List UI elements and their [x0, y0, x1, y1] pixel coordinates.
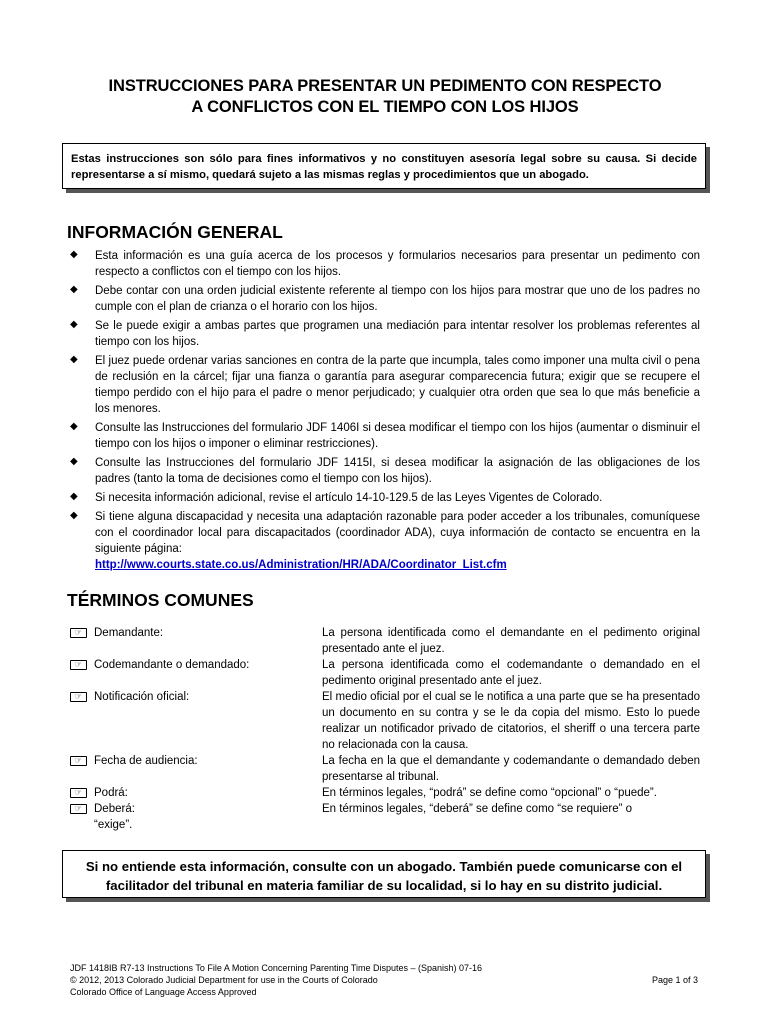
list-item: ◆ Se le puede exigir a ambas partes que programen una mediación para intentar resolver los problemas referentes al tiempo con los hijos. — [70, 319, 700, 348]
bullet-icon: ◆ — [70, 319, 78, 330]
bullet-icon: ◆ — [70, 249, 78, 260]
bullet-icon: ◆ — [70, 491, 78, 502]
term-definition: La fecha en la que el demandante y codemandante o demandado deben presentarse al tribunal. — [322, 755, 700, 783]
pointing-hand-icon: ☞ — [70, 692, 87, 702]
lawyer-notice-box: Si no entiende esta información, consulte con un abogado. También puede comunicarse con el facilitador del tribunal en materia familiar de su localidad, si lo hay en su distrito judicial. — [62, 850, 706, 898]
term-label: Notificación oficial: — [94, 691, 190, 703]
term-label-continued: “exige”. — [94, 819, 133, 831]
footer-form-id: JDF 1418IB R7-13 Instructions To File A Motion Concerning Parenting Time Disputes – (Spanish) 07-16 — [70, 963, 483, 973]
term-definition: En términos legales, “podrá” se define como “opcional” o “puede”. — [322, 787, 657, 799]
bullet-icon: ◆ — [70, 284, 78, 295]
general-info-list — [67, 248, 700, 576]
term-label: Podrá: — [94, 787, 128, 799]
document-title — [60, 76, 710, 118]
page-footer — [70, 962, 698, 998]
list-item: ◆ Esta información es una guía acerca de los procesos y formularios necesarios para presentar un pedimento con respecto a conflictos con el tiempo con los hijos. — [70, 249, 700, 278]
terms-table — [70, 625, 700, 833]
term-row — [70, 753, 700, 785]
term-definition: En términos legales, “deberá” se define como “se requiere” o — [322, 803, 633, 815]
list-item: ◆ Consulte las Instrucciones del formulario JDF 1415I, si desea modificar la asignación de las obligaciones de los padres (tanto la toma de decisiones como el tiempo con los hijos). — [70, 456, 700, 485]
bullet-icon: ◆ — [70, 510, 78, 521]
list-item: ◆ Debe contar con una orden judicial existente referente al tiempo con los hijos para mostrar que uno de los padres no cumple con el plan de crianza o el horario con los hijos. — [70, 284, 700, 313]
pointing-hand-icon: ☞ — [70, 756, 87, 766]
disclaimer-box: Estas instrucciones son sólo para fines informativos y no constituyen asesoría legal sobre su causa. Si decide representarse a sí mismo, quedará sujeto a las mismas reglas y procedimientos que un abogado. — [62, 143, 706, 189]
list-item: ◆ El juez puede ordenar varias sanciones en contra de la parte que incumpla, tales como imponer una multa civil o pena de reclusión en la cárcel; fijar una fianza o garantía para asegurar comparecencia futura; exigir que se recupere el tiempo perdido con el hijo para el padre o menor perjudicado; y cualquier otra orden que sea lo que más beneficie a los menores. — [70, 354, 700, 415]
footer-approval: Colorado Office of Language Access Approved — [70, 987, 257, 997]
term-label: Fecha de audiencia: — [94, 755, 198, 767]
list-item: ◆ Si necesita información adicional, revise el artículo 14-10-129.5 de las Leyes Vigentes de Colorado. — [70, 491, 603, 504]
term-label: Codemandante o demandado: — [94, 659, 250, 671]
term-label: Demandante: — [94, 627, 164, 639]
ada-coordinator-link[interactable]: http://www.courts.state.co.us/Administration/HR/ADA/Coordinator_List.cfm — [95, 559, 507, 571]
term-row — [70, 785, 700, 801]
title-line-2: A CONFLICTOS CON EL TIEMPO CON LOS HIJOS — [191, 98, 579, 116]
term-row — [70, 689, 700, 753]
pointing-hand-icon: ☞ — [70, 788, 87, 798]
title-line-1: INSTRUCCIONES PARA PRESENTAR UN PEDIMENTO CON RESPECTO — [108, 77, 662, 95]
pointing-hand-icon: ☞ — [70, 628, 87, 638]
common-terms-heading: TÉRMINOS COMUNES — [67, 590, 254, 610]
page-number: Page 1 of 3 — [651, 975, 698, 985]
list-item: ◆ Consulte las Instrucciones del formulario JDF 1406I si desea modificar el tiempo con los hijos (aumentar o disminuir el tiempo con los hijos o imponer o eliminar restricciones). — [70, 421, 700, 450]
term-definition: El medio oficial por el cual se le notifica a una parte que se ha presentado un documento en su contra y se le da copia del mismo. Esto lo puede realizar un notificador privado de citatorios, el sheriff o una tercera parte no relacionada con la causa. — [322, 691, 700, 751]
general-info-heading: INFORMACIÓN GENERAL — [67, 222, 283, 242]
term-label: Deberá: — [94, 803, 135, 815]
term-definition: La persona identificada como el demandante en el pedimento original presentado ante el juez. — [322, 627, 700, 655]
term-definition: La persona identificada como el codemandante o demandado en el pedimento original presentado ante el juez. — [322, 659, 700, 687]
footer-copyright: © 2012, 2013 Colorado Judicial Department for use in the Courts of Colorado — [70, 975, 378, 985]
pointing-hand-icon: ☞ — [70, 804, 87, 814]
bullet-icon: ◆ — [70, 421, 78, 432]
list-item: ◆ Si tiene alguna discapacidad y necesita una adaptación razonable para poder acceder a los tribunales, comuníquese con el coordinador local para discapacitados (coordinador ADA), cuya información de contacto se encuentra en la siguiente página: http://www.courts.state.co.us/Administration/HR/ADA/Coordinator_List.cfm — [70, 510, 700, 571]
term-row — [70, 657, 700, 689]
bullet-icon: ◆ — [70, 354, 78, 365]
term-row — [70, 801, 700, 833]
bullet-icon: ◆ — [70, 456, 78, 467]
term-row — [70, 625, 700, 657]
pointing-hand-icon: ☞ — [70, 660, 87, 670]
